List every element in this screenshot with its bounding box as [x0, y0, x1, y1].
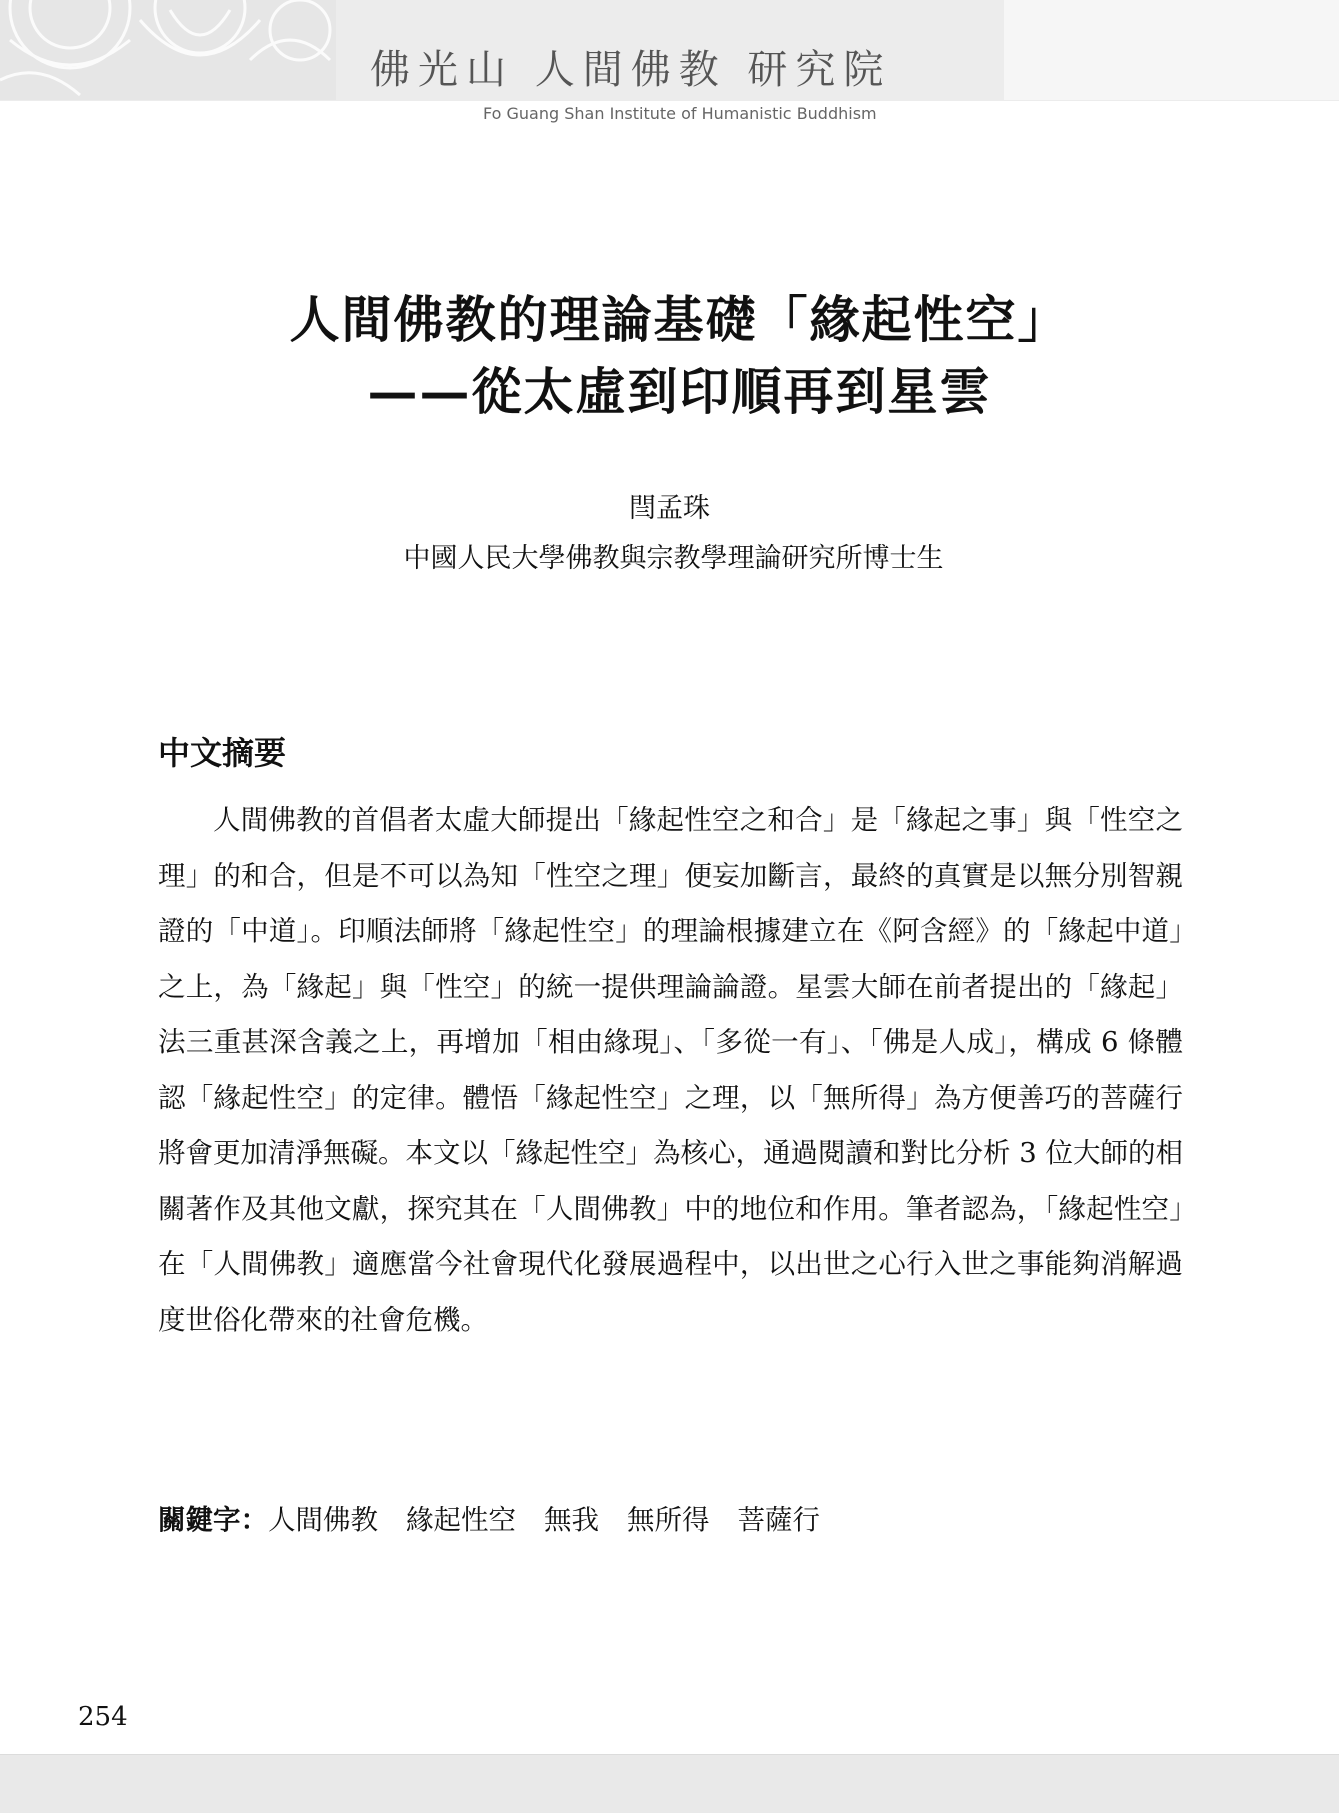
keyword: 無所得 [627, 1504, 710, 1536]
keyword: 緣起性空 [406, 1504, 516, 1536]
keyword: 無我 [544, 1504, 599, 1536]
author-affiliation: 中國人民大學佛教與宗教學理論研究所博士生 [403, 543, 944, 574]
institute-name: 佛光山 人間佛教 研究院 [370, 47, 892, 93]
abstract-body: 人間佛教的首倡者太虛大師提出「緣起性空之和合」是「緣起之事」與「性空之理」的和合，但是不可以為知「性空之理」便妄加斷言，最終的真實是以無分別智親證的「中道」。印順法師將「緣起性空」的理論根據建立在《阿含經》的「緣起中道」之上，為「緣起」與「性空」的統一提供理論論證。星雲大師在前者提出的「緣起」法三重甚深含義之上，再增加「相由緣現」、「多從一有」、「佛是人成」，構成 6 條體認「緣起性空」的定律。體悟「緣起性空」之理，以「無所得」為方便善巧的菩薩行將會更加清淨無礙。本文以「緣起性空」為核心，通過閱讀和對比分析 3 位大師的相關著作及其他文獻，探究其在「人間佛教」中的地位和作用。筆者認為，「緣起性空」在「人間佛教」適應當今社會現代化發展過程中，以出世之心行入世之事能夠消解過度世俗化帶來的社會危機。 [158, 804, 1183, 1336]
article-title: 人間佛教的理論基礎「緣起性空」 [289, 290, 1070, 349]
article-subtitle: ——從太虛到印順再到星雲 [367, 362, 992, 421]
institute-english-name: Fo Guang Shan Institute of Humanistic Buddhism [483, 104, 877, 123]
abstract-heading: 中文摘要 [158, 734, 287, 772]
author-name: 閆孟珠 [629, 493, 710, 524]
page-number: 254 [78, 1702, 128, 1732]
keywords-label: 關鍵字： [158, 1504, 268, 1536]
lotus-ornament-icon [0, 0, 336, 100]
keywords [158, 1497, 848, 1537]
page-footer [0, 1754, 1339, 1813]
keyword: 菩薩行 [737, 1504, 820, 1536]
page-header [0, 0, 1339, 101]
keyword: 人間佛教 [268, 1504, 378, 1536]
